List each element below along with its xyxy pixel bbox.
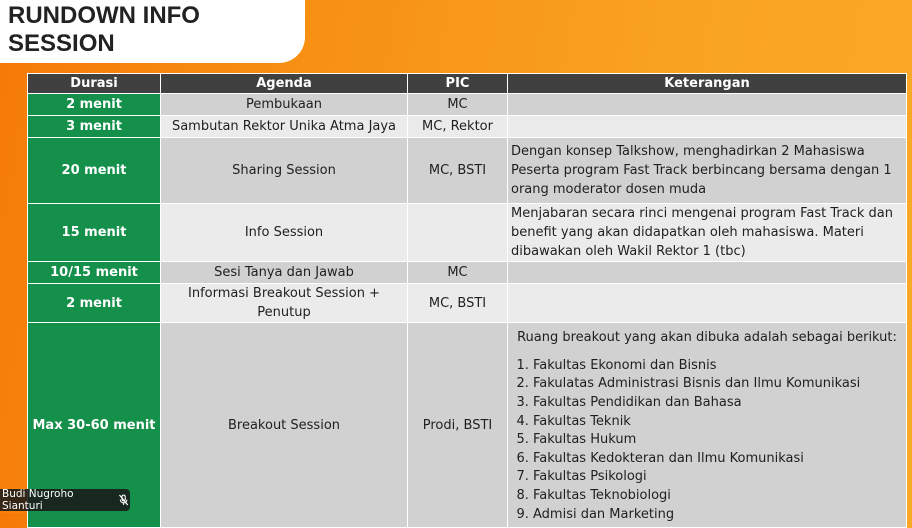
cell-pic — [408, 204, 508, 262]
cell-durasi: 10/15 menit — [28, 262, 161, 284]
table-row — [28, 262, 907, 284]
cell-agenda: Sesi Tanya dan Jawab — [161, 262, 408, 284]
cell-agenda: Info Session — [161, 204, 408, 262]
cell-keterangan: Menjabaran secara rinci mengenai program Fast Track dan benefit yang akan didapatkan oleh mahasiswa. Materi dibawakan oleh Wakil Rektor 1 (tbc) — [508, 204, 907, 262]
table-row — [28, 138, 907, 204]
cell-keterangan — [508, 116, 907, 138]
list-item: 3. Fakultas Pendidikan dan Bahasa — [533, 394, 903, 413]
cell-durasi: Max 30-60 menit — [28, 323, 161, 528]
cell-agenda: Pembukaan — [161, 94, 408, 116]
slide-title: RUNDOWN INFO SESSION — [8, 2, 200, 57]
cell-durasi: 2 menit — [28, 284, 161, 323]
cell-agenda: Sharing Session — [161, 138, 408, 204]
list-item: 5. Fakultas Hukum — [533, 431, 903, 450]
table-header-row — [28, 74, 907, 94]
cell-durasi: 15 menit — [28, 204, 161, 262]
table-row — [28, 204, 907, 262]
list-item: 6. Fakultas Kedokteran dan Ilmu Komunikasi — [533, 450, 903, 469]
header-pic: PIC — [408, 74, 508, 94]
list-item: 4. Fakultas Teknik — [533, 413, 903, 432]
list-item: 2. Fakulatas Administrasi Bisnis dan Ilmu Komunikasi — [533, 375, 903, 394]
table-row — [28, 323, 907, 528]
cell-pic: Prodi, BSTI — [408, 323, 508, 528]
header-durasi: Durasi — [28, 74, 161, 94]
title-card — [0, 0, 305, 63]
header-agenda: Agenda — [161, 74, 408, 94]
breakout-intro: Ruang breakout yang akan dibuka adalah sebagai berikut: — [517, 329, 897, 345]
cell-keterangan — [508, 262, 907, 284]
cell-keterangan: Dengan konsep Talkshow, menghadirkan 2 Mahasiswa Peserta program Fast Track berbincang bersama dengan 1 orang moderator dosen muda — [508, 138, 907, 204]
list-item: 8. Fakultas Teknobiologi — [533, 487, 903, 506]
cell-agenda: Breakout Session — [161, 323, 408, 528]
cell-pic: MC — [408, 262, 508, 284]
list-item: 9. Admisi dan Marketing — [533, 506, 903, 525]
participant-name-tag[interactable] — [0, 489, 130, 511]
table-row — [28, 116, 907, 138]
rundown-table — [27, 73, 907, 528]
cell-agenda: Informasi Breakout Session + Penutup — [161, 284, 408, 323]
cell-pic: MC, Rektor — [408, 116, 508, 138]
list-item: 7. Fakultas Psikologi — [533, 468, 903, 487]
cell-durasi: 3 menit — [28, 116, 161, 138]
cell-pic: MC, BSTI — [408, 284, 508, 323]
cell-durasi: 20 menit — [28, 138, 161, 204]
cell-keterangan — [508, 284, 907, 323]
participant-name: Budi Nugroho Sianturi — [2, 488, 74, 512]
header-keterangan: Keterangan — [508, 74, 907, 94]
list-item: 1. Fakultas Ekonomi dan Bisnis — [533, 357, 903, 376]
table-row — [28, 94, 907, 116]
cell-keterangan — [508, 94, 907, 116]
microphone-muted-icon — [117, 493, 130, 507]
cell-pic: MC — [408, 94, 508, 116]
breakout-room-list — [511, 357, 903, 524]
cell-pic: MC, BSTI — [408, 138, 508, 204]
cell-durasi: 2 menit — [28, 94, 161, 116]
table-row — [28, 284, 907, 323]
cell-agenda: Sambutan Rektor Unika Atma Jaya — [161, 116, 408, 138]
cell-keterangan — [508, 323, 907, 528]
